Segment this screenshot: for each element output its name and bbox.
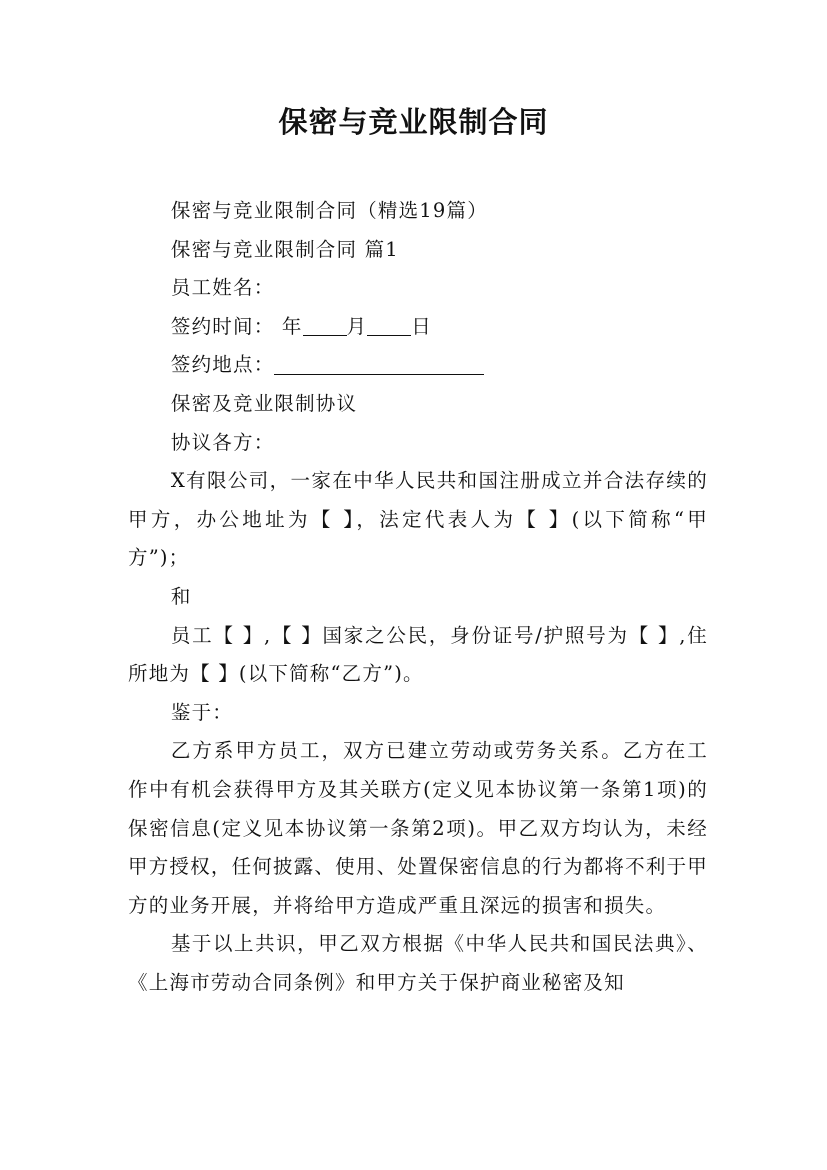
- paragraph-signing-place: [128, 346, 708, 385]
- paragraph-party-b: 员工【 】,【 】国家之公民，身份证号/护照号为【 】,住所地为【 】(以下简称“乙方”)。: [128, 623, 708, 686]
- month-blank-line: [303, 315, 347, 336]
- paragraph-parties-heading: 协议各方：: [170, 430, 275, 454]
- document-title: 保密与竞业限制合同: [278, 105, 549, 139]
- document-body: [128, 192, 708, 1002]
- day-blank-line: [367, 315, 411, 336]
- paragraph-party-a: X有限公司，一家在中华人民共和国注册成立并合法存续的甲方，办公地址为【 】，法定代表人为【 】(以下简称“甲方”)；: [128, 469, 708, 570]
- paragraph-section-heading: 保密与竞业限制合同 篇1: [170, 237, 399, 261]
- signing-date-label: 签约时间：: [170, 314, 275, 338]
- month-label: 月: [346, 314, 368, 338]
- paragraph-subtitle: 保密与竞业限制合同（精选19篇）: [170, 199, 488, 222]
- place-blank-line: [274, 353, 484, 374]
- paragraph-signing-date: [128, 308, 708, 347]
- paragraph-agreement-name: 保密及竞业限制协议: [170, 391, 358, 415]
- paragraph-and: 和: [170, 584, 192, 608]
- signing-place-label: 签约地点：: [170, 353, 275, 377]
- year-label: 年: [281, 314, 303, 338]
- paragraph-consensus: 基于以上共识，甲乙双方根据《中华人民共和国民法典》、《上海市劳动合同条例》和甲方关于保护商业秘密及知: [128, 932, 708, 994]
- paragraph-whereas-body: 乙方系甲方员工，双方已建立劳动或劳务关系。乙方在工作中有机会获得甲方及其关联方(定义见本协议第一条第1项)的保密信息(定义见本协议第一条第2项)。甲乙双方均认为，未经甲方授权，任何披露、使用、处置保密信息的行为都将不利于甲方的业务开展，并将给甲方造成严重且深远的损害和损失。: [128, 739, 708, 917]
- paragraph-employee-name: 员工姓名：: [170, 276, 275, 300]
- day-label: 日: [411, 314, 432, 338]
- paragraph-whereas-heading: 鉴于：: [170, 700, 233, 724]
